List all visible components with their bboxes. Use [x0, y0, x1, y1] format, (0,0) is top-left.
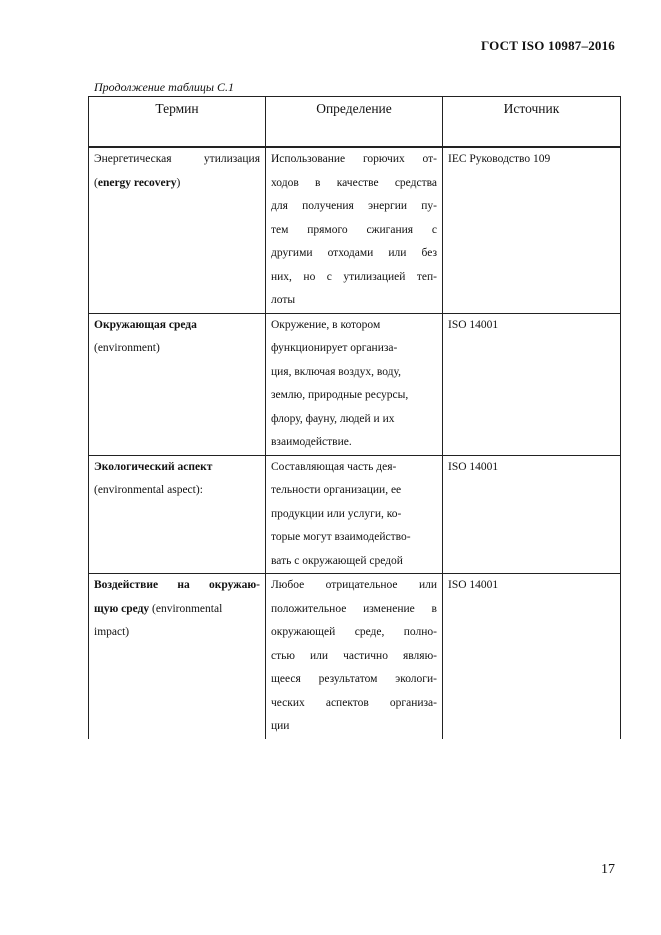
definition-line: Окружение, в котором [271, 318, 381, 331]
term-english: (environmental aspect): [94, 484, 203, 496]
term-english: impact) [94, 626, 130, 638]
definition-line: для получения энергии пу- [271, 200, 437, 212]
term-bold: Воздействие на окружаю- [94, 579, 260, 591]
table-continuation-caption: Продолжение таблицы С.1 [94, 80, 235, 94]
definition-line: положительное изменение в [271, 602, 437, 615]
definition-cell [266, 574, 443, 739]
definition-line: Любое отрицательное или [271, 579, 437, 591]
definition-line: торые могут взаимодейство- [271, 531, 411, 543]
terms-table [88, 96, 621, 739]
table-row [89, 313, 621, 455]
definition-line: вать с окружающей средой [271, 554, 403, 567]
definition-line: землю, природные ресурсы, [271, 389, 409, 401]
definition-cell [266, 455, 443, 574]
definition-line: ции [271, 720, 290, 732]
source-cell: ISO 14001 [443, 574, 621, 739]
term-english: (environmental [149, 602, 223, 615]
column-header-definition: Определение [266, 97, 443, 147]
table-row [89, 574, 621, 739]
definition-line: взаимодействие. [271, 436, 352, 448]
table-row [89, 148, 621, 314]
term-bold: щую среду [94, 602, 150, 615]
table-header-row [89, 97, 621, 147]
column-header-term: Термин [89, 97, 266, 147]
term-english-bold: energy recovery [97, 176, 177, 189]
definition-line: Составляющая часть дея- [271, 460, 397, 473]
definition-line: другими отходами или без [271, 247, 437, 259]
definition-line: Использование горючих от- [271, 153, 437, 165]
term-english: (environment) [94, 342, 160, 354]
term-cell [89, 313, 266, 455]
source-cell: ISO 14001 [443, 455, 621, 574]
source-cell: ISO 14001 [443, 313, 621, 455]
definition-line: ходов в качестве средства [271, 176, 437, 189]
definition-line: щееся результатом экологи- [271, 673, 437, 685]
definition-line: тем прямого сжигания с [271, 223, 437, 236]
source-cell: IEC Руководство 109 [443, 148, 621, 314]
term-text: Энергетическая утилизация [94, 153, 260, 165]
definition-line: лоты [271, 294, 296, 306]
term-bold: Окружающая среда [94, 318, 197, 331]
term-cell: Энергетическая утилизация (energy recovery) [89, 148, 266, 314]
standard-id: ГОСТ ISO 10987–2016 [481, 38, 615, 53]
definition-cell [266, 148, 443, 314]
definition-line: них, но с утилизацией теп- [271, 270, 437, 283]
definition-cell [266, 313, 443, 455]
term-bold: Экологический аспект [94, 460, 213, 473]
column-header-source: Источник [443, 97, 621, 147]
definition-line: стью или частично являю- [271, 649, 437, 662]
definition-line: ческих аспектов организа- [271, 696, 437, 709]
definition-line: функционирует организа- [271, 342, 398, 354]
table-row [89, 455, 621, 574]
term-cell [89, 455, 266, 574]
term-cell [89, 574, 266, 739]
definition-line: ция, включая воздух, воду, [271, 365, 401, 378]
page-number: 17 [601, 862, 615, 877]
definition-line: флору, фауну, людей и их [271, 412, 395, 425]
definition-line: окружающей среде, полно- [271, 626, 437, 638]
definition-line: тельности организации, ее [271, 484, 402, 496]
definition-line: продукции или услуги, ко- [271, 507, 402, 520]
